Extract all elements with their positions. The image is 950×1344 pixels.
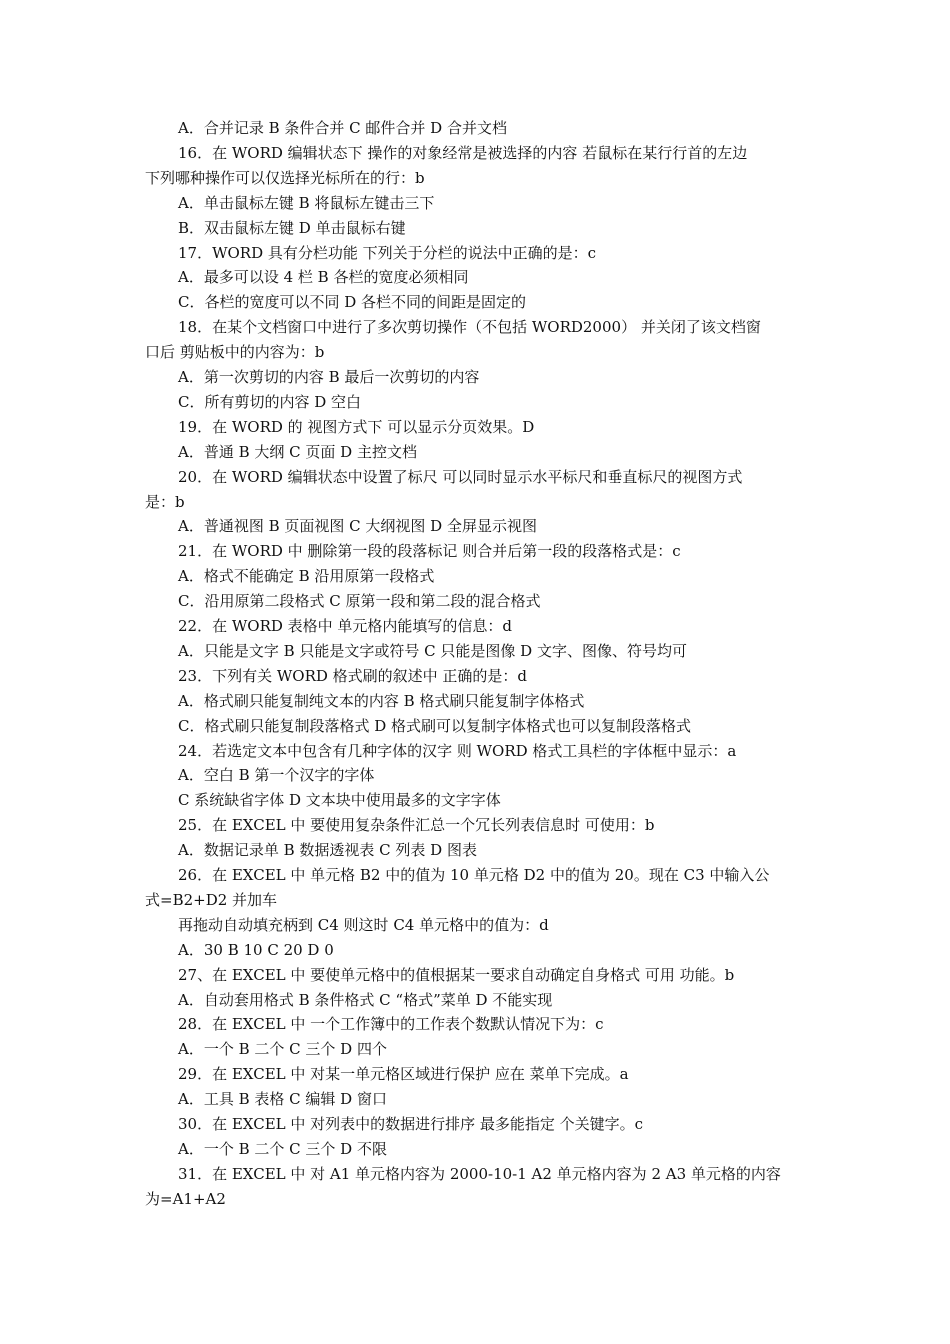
text-line: A．格式刷只能复制纯文本的内容 B 格式刷只能复制字体格式 bbox=[178, 691, 585, 710]
text-line: 18．在某个文档窗口中进行了多次剪切操作（不包括 WORD2000） 并关闭了该文档窗 bbox=[178, 318, 761, 337]
text-line: 16．在 WORD 编辑状态下 操作的对象经常是被选择的内容 若鼠标在某行行首的左边 bbox=[178, 143, 748, 162]
text-line: 30．在 EXCEL 中 对列表中的数据进行排序 最多能指定 个关键字。c bbox=[178, 1115, 644, 1133]
text-line: B．双击鼠标左键 D 单击鼠标右键 bbox=[178, 218, 406, 237]
text-line: A．单击鼠标左键 B 将鼠标左键击三下 bbox=[178, 193, 435, 212]
text-line: A．格式不能确定 B 沿用原第一段格式 bbox=[178, 567, 435, 586]
text-line: 式=B2+D2 并加车 bbox=[145, 890, 278, 909]
text-line: A．第一次剪切的内容 B 最后一次剪切的内容 bbox=[178, 368, 480, 386]
text-line: C 系统缺省字体 D 文本块中使用最多的文字字体 bbox=[178, 791, 501, 810]
text-line: A．最多可以设 4 栏 B 各栏的宽度必须相同 bbox=[178, 268, 469, 287]
text-line: C．沿用原第二段格式 C 原第一段和第二段的混合格式 bbox=[178, 592, 541, 611]
text-line: 17．WORD 具有分栏功能 下列关于分栏的说法中正确的是：c bbox=[178, 243, 597, 262]
text-line: A．普通 B 大纲 C 页面 D 主控文档 bbox=[178, 442, 417, 461]
text-line: 29．在 EXCEL 中 对某一单元格区域进行保护 应在 菜单下完成。a bbox=[178, 1065, 629, 1084]
text-line: 口后 剪贴板中的内容为：b bbox=[145, 343, 325, 362]
text-line: C．所有剪切的内容 D 空白 bbox=[178, 392, 362, 411]
text-line: 31．在 EXCEL 中 对 A1 单元格内容为 2000-10-1 A2 单元格内容为 2 A3 单元格的内容 bbox=[178, 1164, 781, 1183]
text-line: A．一个 B 二个 C 三个 D 四个 bbox=[178, 1040, 387, 1059]
text-line: 为=A1+A2 bbox=[145, 1189, 226, 1208]
text-line: 23．下列有关 WORD 格式刷的叙述中 正确的是：d bbox=[178, 666, 528, 685]
text-line: 28．在 EXCEL 中 一个工作簿中的工作表个数默认情况下为：c bbox=[178, 1015, 604, 1034]
text-line: A．30 B 10 C 20 D 0 bbox=[178, 940, 334, 959]
text-line: 22．在 WORD 表格中 单元格内能填写的信息：d bbox=[178, 617, 513, 635]
text-line: C．格式刷只能复制段落格式 D 格式刷可以复制字体格式也可以复制段落格式 bbox=[178, 716, 692, 735]
text-line: 19．在 WORD 的 视图方式下 可以显示分页效果。D bbox=[178, 417, 535, 436]
text-line: A．工具 B 表格 C 编辑 D 窗口 bbox=[178, 1090, 387, 1109]
text-line: 下列哪种操作可以仅选择光标所在的行：b bbox=[145, 168, 425, 187]
text-line: A．合并记录 B 条件合并 C 邮件合并 D 合并文档 bbox=[178, 119, 507, 137]
text-line: A．数据记录单 B 数据透视表 C 列表 D 图表 bbox=[178, 841, 477, 860]
text-line: A．只能是文字 B 只能是文字或符号 C 只能是图像 D 文字、图像、符号均可 bbox=[178, 641, 687, 660]
text-line: A．空白 B 第一个汉字的字体 bbox=[178, 766, 375, 785]
text-line: C．各栏的宽度可以不同 D 各栏不同的间距是固定的 bbox=[178, 293, 527, 312]
text-line: 是：b bbox=[145, 492, 185, 511]
text-line: A．普通视图 B 页面视图 C 大纲视图 D 全屏显示视图 bbox=[178, 517, 537, 536]
text-line: 21．在 WORD 中 删除第一段的段落标记 则合并后第一段的段落格式是：c bbox=[178, 542, 681, 561]
text-line: A．一个 B 二个 C 三个 D 不限 bbox=[178, 1139, 387, 1158]
text-line: 24．若选定文本中包含有几种字体的汉字 则 WORD 格式工具栏的字体框中显示：a bbox=[178, 741, 737, 760]
text-line: 20．在 WORD 编辑状态中设置了标尺 可以同时显示水平标尺和垂直标尺的视图方式 bbox=[178, 467, 743, 486]
text-line: A．自动套用格式 B 条件格式 C “格式”菜单 D 不能实现 bbox=[178, 990, 553, 1009]
text-line: 26．在 EXCEL 中 单元格 B2 中的值为 10 单元格 D2 中的值为 20。现在 C3 中输入公 bbox=[178, 866, 770, 884]
text-line: 25．在 EXCEL 中 要使用复杂条件汇总一个冗长列表信息时 可使用：b bbox=[178, 816, 655, 835]
text-line: 再拖动自动填充柄到 C4 则这时 C4 单元格中的值为：d bbox=[178, 915, 549, 934]
text-line: 27、在 EXCEL 中 要使单元格中的值根据某一要求自动确定自身格式 可用 功能。b bbox=[178, 965, 735, 984]
